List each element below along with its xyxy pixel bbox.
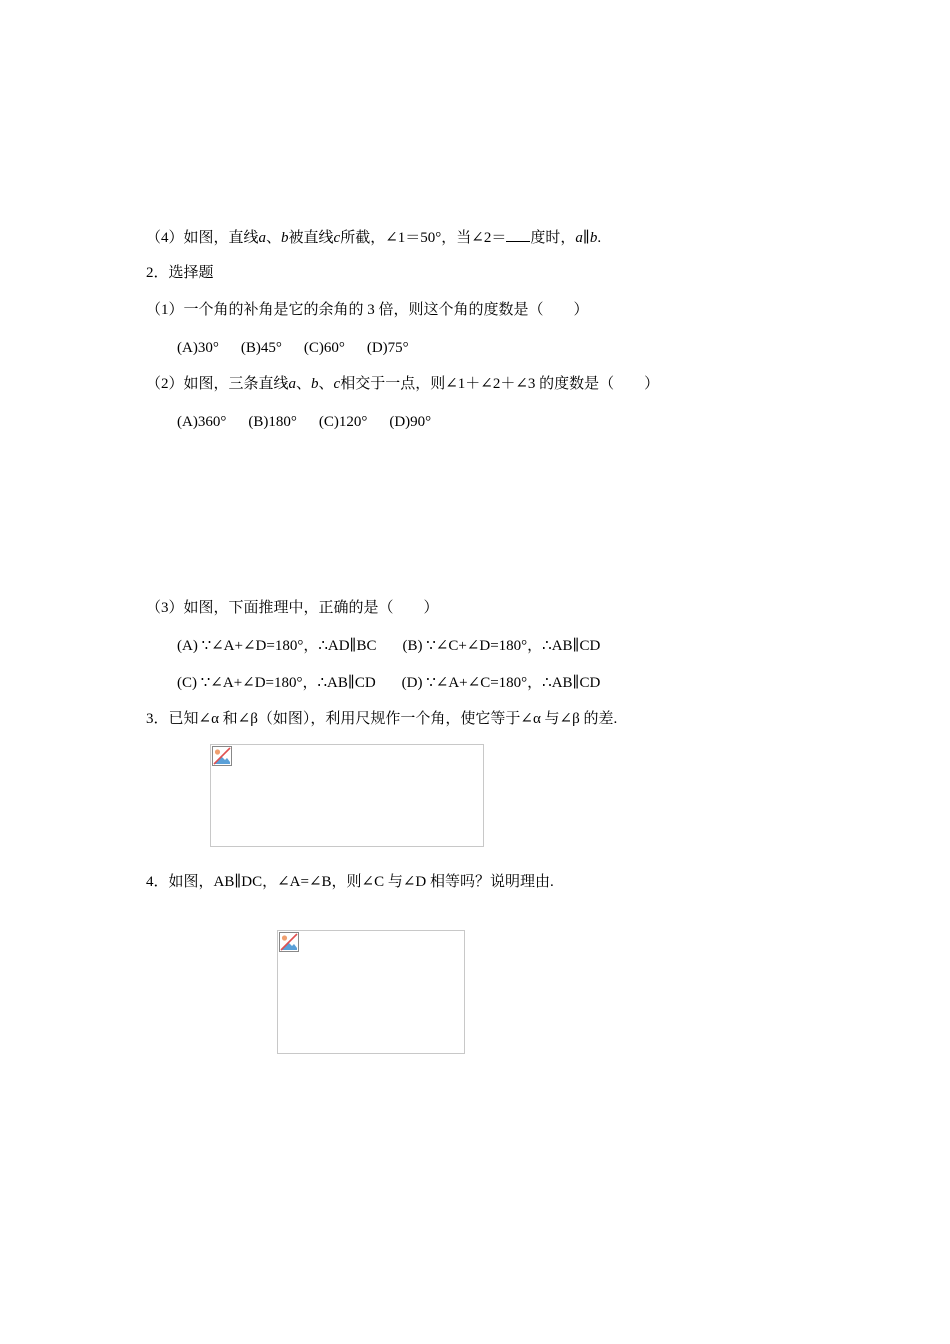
option-a: (A)30° xyxy=(177,340,219,356)
question-2-2: （2）如图，三条直线a、b、c相交于一点，则∠1＋∠2＋∠3 的度数是（ ） xyxy=(146,376,660,392)
question-2-3-options-row-2 xyxy=(177,673,600,693)
option-d: (D) ∵∠A+∠C=180°，∴AB∥CD xyxy=(401,675,601,691)
question-2-3: （3）如图，下面推理中，正确的是（ ） xyxy=(146,600,439,616)
option-d: (D)75° xyxy=(366,340,409,356)
option-c: (C) ∵∠A+∠D=180°，∴AB∥CD xyxy=(177,675,376,691)
question-4: 4．如图，AB∥DC，∠A=∠B，则∠C 与∠D 相等吗？说明理由. xyxy=(146,874,554,890)
option-a: (A)360° xyxy=(177,414,227,430)
option-b: (B) ∵∠C+∠D=180°，∴AB∥CD xyxy=(402,638,601,654)
broken-image-icon xyxy=(279,932,299,952)
question-2-1: （1）一个角的补角是它的余角的 3 倍，则这个角的度数是（ ） xyxy=(146,302,589,318)
figure-angles-placeholder xyxy=(210,744,484,847)
question-3: 3．已知∠α 和∠β（如图），利用尺规作一个角，使它等于∠α 与∠β 的差. xyxy=(146,711,618,727)
question-2-2-options xyxy=(177,412,453,432)
question-2-3-options-row-1 xyxy=(177,636,600,656)
option-a: (A) ∵∠A+∠D=180°，∴AD∥BC xyxy=(177,638,377,654)
question-2-1-options xyxy=(177,338,431,358)
broken-image-icon xyxy=(212,746,232,766)
option-c: (C)120° xyxy=(318,414,368,430)
option-c: (C)60° xyxy=(303,340,345,356)
option-d: (D)90° xyxy=(389,414,432,430)
section-2-title: 2．选择题 xyxy=(146,265,214,281)
option-b: (B)180° xyxy=(248,414,297,430)
question-1-4: （4）如图，直线a、b被直线c所截，∠1＝50°，当∠2＝ 度时，a∥b. xyxy=(146,227,601,248)
figure-trapezoid-placeholder xyxy=(277,930,465,1054)
answer-blank xyxy=(506,227,530,242)
option-b: (B)45° xyxy=(240,340,282,356)
